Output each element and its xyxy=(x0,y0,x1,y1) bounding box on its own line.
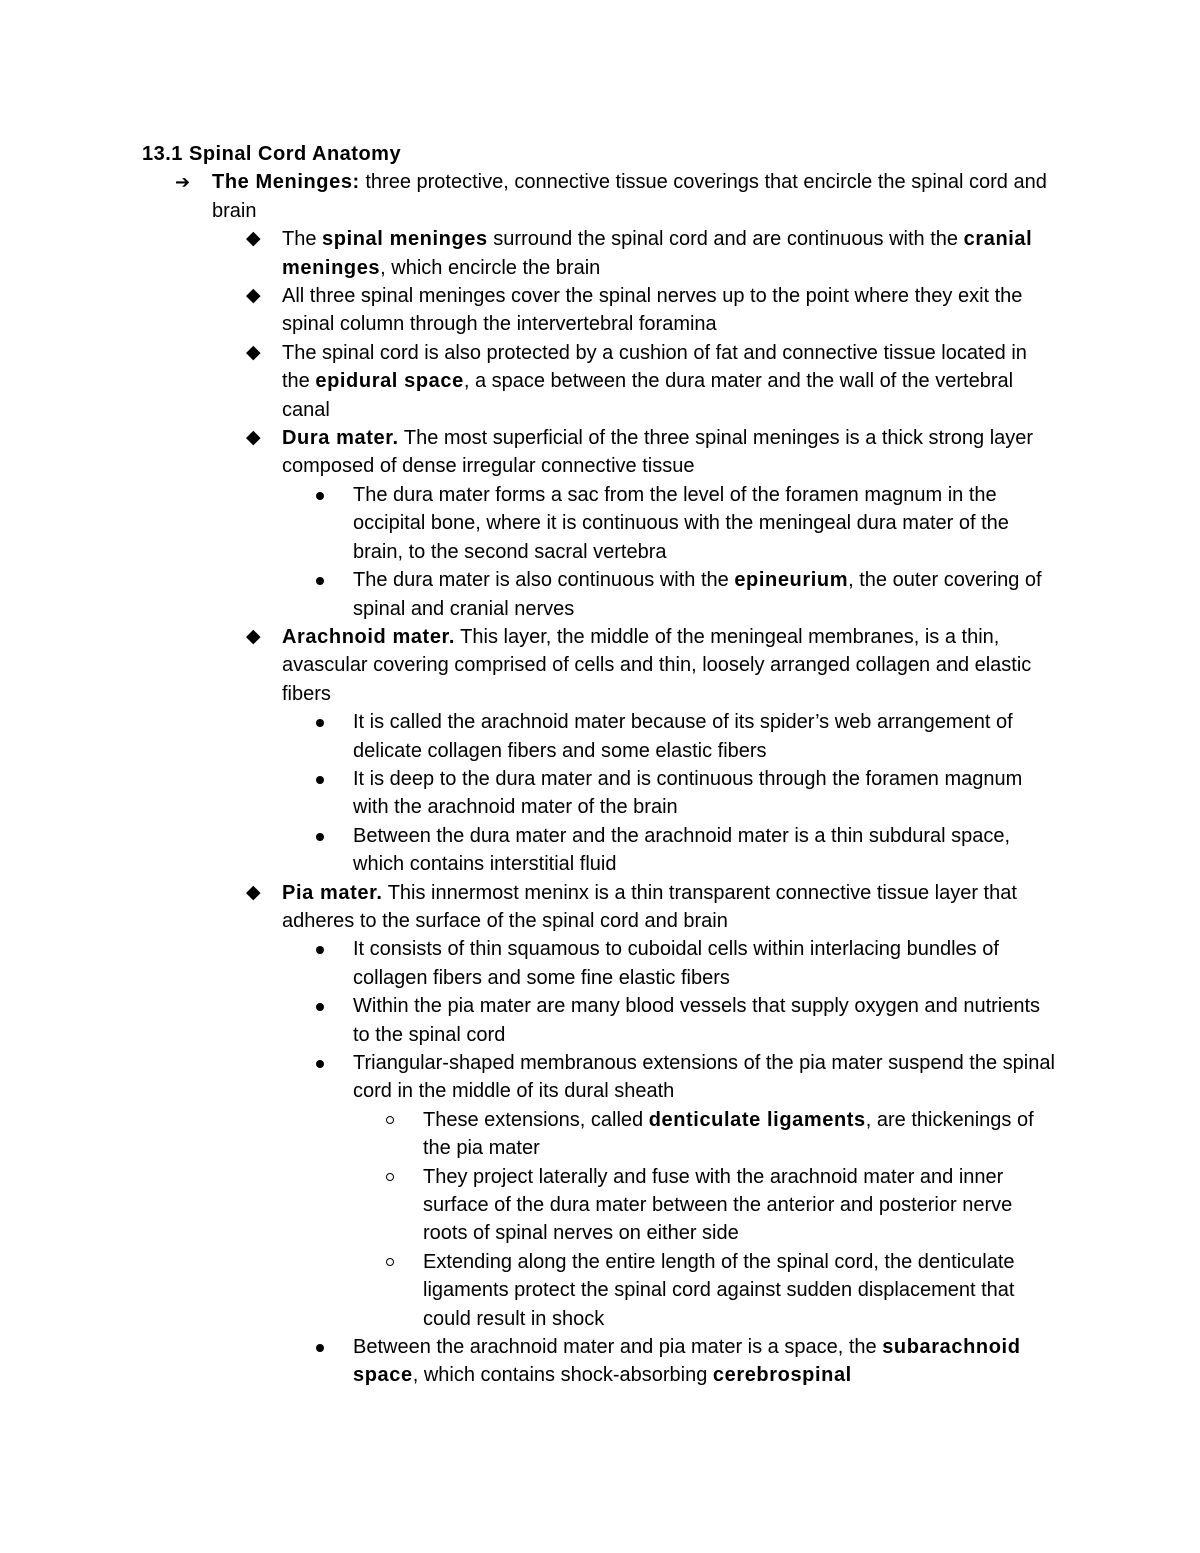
list-item-denticulate-1 xyxy=(142,1106,1057,1163)
term-meninges: The Meninges: xyxy=(212,171,360,194)
list-item-pia-mater xyxy=(142,879,1057,936)
diamond-icon: ◆ xyxy=(246,625,261,647)
item-text: Within the pia mater are many blood vessels that supply oxygen and nutrients to the spinal cord xyxy=(353,995,1041,1046)
term-cerebrospinal: cerebrospinal xyxy=(712,1364,852,1387)
item-text: , which encircle the brain xyxy=(380,256,601,279)
diamond-icon: ◆ xyxy=(246,228,261,250)
term-arachnoid-mater: Arachnoid mater. xyxy=(282,625,455,648)
item-text: three protective, connective tissue coverings that encircle the spinal cord and brain xyxy=(212,171,1047,222)
item-text: The xyxy=(282,228,323,251)
item-text: surround the spinal cord and are continuous with the xyxy=(487,228,964,251)
item-text: This layer, the middle of the meningeal membranes, is a thin, avascular covering comprised of cells and thin, loosely arranged collagen and elastic fibers xyxy=(282,625,1032,705)
list-item-epidural xyxy=(142,339,1057,424)
list-item-subdural xyxy=(142,822,1057,879)
item-text: , which contains shock-absorbing xyxy=(412,1364,713,1387)
item-text: , a space between the dura mater and the wall of the vertebral canal xyxy=(282,370,1014,421)
item-text: The most superficial of the three spinal meninges is a thick strong layer composed of dense irregular connective tissue xyxy=(282,427,1034,478)
term-spinal-meninges: spinal meninges xyxy=(322,228,488,251)
list-item-pia-triangular xyxy=(142,1049,1057,1106)
item-text: It is called the arachnoid mater because of its spider’s web arrangement of delicate collagen fibers and some elastic fibers xyxy=(353,711,1013,762)
list-item-arachnoid-mater xyxy=(142,623,1057,708)
item-text: Between the dura mater and the arachnoid mater is a thin subdural space, which contains interstitial fluid xyxy=(353,824,1011,876)
item-text: , the outer covering of spinal and cranial nerves xyxy=(353,569,1042,620)
list-item-arachnoid-web xyxy=(142,708,1057,765)
item-text: It consists of thin squamous to cuboidal cells within interlacing bundles of collagen fibers and some fine elastic fibers xyxy=(353,938,999,989)
list-item-spinal-meninges xyxy=(142,225,1057,282)
term-denticulate-ligaments: denticulate ligaments xyxy=(648,1108,866,1131)
item-text: The spinal cord is also protected by a cushion of fat and connective tissue located in the xyxy=(282,341,1027,393)
list-item-dura-epineurium xyxy=(142,566,1057,623)
list-item-pia-cells xyxy=(142,935,1057,992)
list-item-denticulate-2 xyxy=(142,1163,1057,1248)
item-text: This innermost meninx is a thin transparent connective tissue layer that adheres to the surface of the spinal cord and brain xyxy=(282,881,1017,932)
list-item-denticulate-3 xyxy=(142,1248,1057,1333)
item-text: , are thickenings of the pia mater xyxy=(423,1108,1034,1160)
list-item-meninges xyxy=(142,168,1057,225)
list-item-arachnoid-deep xyxy=(142,765,1057,822)
item-text: The dura mater forms a sac from the level of the foramen magnum in the occipital bone, where it is continuous with the meningeal dura mater of the brain, to the second sacral vertebra xyxy=(353,483,1009,563)
list-item-subarachnoid xyxy=(142,1333,1057,1390)
document-page xyxy=(142,140,1057,1390)
list-item-pia-vessels xyxy=(142,992,1057,1049)
section-heading: 13.1 Spinal Cord Anatomy xyxy=(142,143,402,165)
diamond-icon: ◆ xyxy=(246,285,261,307)
term-epineurium: epineurium xyxy=(734,569,849,592)
arrow-icon: ➔ xyxy=(175,172,191,193)
term-epidural-space: epidural space xyxy=(315,370,464,393)
term-cranial-meninges: cranial meninges xyxy=(282,228,1033,279)
term-pia-mater: Pia mater. xyxy=(282,881,383,904)
term-subarachnoid-space: subarachnoid space xyxy=(353,1336,1021,1387)
diamond-icon: ◆ xyxy=(246,427,261,449)
item-text: These extensions, called xyxy=(423,1108,649,1131)
list-item-all-three xyxy=(142,282,1057,339)
item-text: All three spinal meninges cover the spinal nerves up to the point where they exit the spinal column through the intervertebral foramina xyxy=(282,285,1023,336)
item-text: They project laterally and fuse with the arachnoid mater and inner surface of the dura mater between the anterior and posterior nerve roots of spinal nerves on either side xyxy=(423,1165,1013,1245)
list-item-dura-sac xyxy=(142,481,1057,566)
item-text: It is deep to the dura mater and is continuous through the foramen magnum with the arachnoid mater of the brain xyxy=(353,767,1023,819)
item-text: Between the arachnoid mater and pia mater is a space, the xyxy=(353,1336,883,1359)
diamond-icon: ◆ xyxy=(246,341,261,363)
item-text: Extending along the entire length of the spinal cord, the denticulate ligaments protect the spinal cord against sudden displacement that could result in shock xyxy=(423,1250,1015,1330)
item-text: The dura mater is also continuous with the xyxy=(353,569,735,592)
diamond-icon: ◆ xyxy=(246,881,261,903)
item-text: Triangular-shaped membranous extensions of the pia mater suspend the spinal cord in the middle of its dural sheath xyxy=(353,1052,1055,1103)
term-dura-mater: Dura mater. xyxy=(282,427,399,450)
list-item-dura-mater xyxy=(142,424,1057,481)
